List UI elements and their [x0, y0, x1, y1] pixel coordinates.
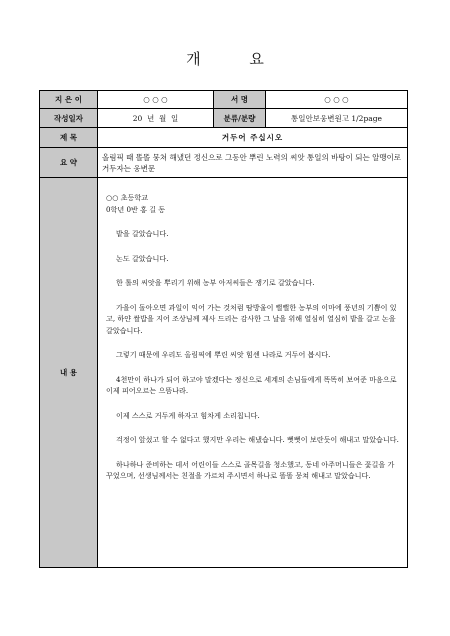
content-row	[40, 178, 408, 568]
paragraph: 논도 갈았습니다.	[116, 253, 169, 263]
speech-title: 거두어 주십시오	[98, 128, 408, 148]
date-value: 20 년 월 일	[98, 109, 214, 128]
content-label: 내 용	[40, 178, 98, 568]
paragraph: 이제 스스로 거두게 하자고 힘차게 소리칩니다.	[116, 410, 260, 420]
author-value: ○ ○ ○	[98, 91, 214, 109]
paragraph: 걱정이 앞섰고 할 수 없다고 했지만 우리는 해냈습니다. 뻣뻣이 보란듯이 해내고 말았습니다.	[116, 435, 399, 444]
summary-label: 요 약	[40, 148, 98, 178]
paragraph: 가을이 돌아오면 과일이 익어 가는 것처럼 땀방울이 뻘뻘한 농부의 이마에 풍년의 기쁨이 있고, 하얀 쌀밥을 지어 조상님께 제사 드리는 감사한 그 날을 위해 열심히 열심히 밭을 갈고 논을 갈았습니다.	[106, 302, 397, 335]
signature-label: 서 명	[214, 91, 266, 109]
document-title: 개 요	[186, 50, 286, 68]
paragraph: 밭을 갈았습니다.	[116, 229, 169, 238]
signature-value: ○ ○ ○	[266, 91, 408, 109]
category-value: 통일안보웅변원고 1/2page	[266, 109, 408, 128]
category-label: 분류/분량	[214, 109, 266, 128]
paragraph: 한 톨의 씨앗을 뿌리기 위해 농부 아저씨들은 쟁기로 갈았습니다.	[116, 278, 315, 287]
speech-form-table	[39, 90, 408, 568]
summary-row	[40, 148, 408, 178]
school-name: ○○ 초등학교	[106, 193, 149, 202]
author-label: 지 은 이	[40, 91, 98, 109]
content-body	[98, 178, 408, 568]
author-row	[40, 91, 408, 109]
paragraph: 그렇기 때문에 우리도 올림픽에 뿌린 씨앗 힘센 나라로 거두어 봅시다.	[116, 350, 331, 359]
date-label: 작성일자	[40, 109, 98, 128]
title-row	[40, 128, 408, 148]
summary-text: 올림픽 때 똘똘 뭉쳐 해냈던 정신으로 그동안 뿌린 노력의 씨앗 통일의 바탕이 되는 알맹이로 거두자는 웅변문	[98, 148, 408, 178]
student-name: 0학년 0반 홍 길 동	[106, 204, 166, 214]
paragraph: 4천만이 하나가 되어 하고야 말겠다는 정신으로 세계의 손님들에게 똑똑히 보여준 마음으로 이제 피어오르는 으뜸나라.	[106, 374, 397, 395]
paragraph: 하나하나 준비하는 데서 어린이들 스스로 골목길을 청소했고, 동네 아주머니들은 꽃길을 가꾸었으며, 선생님께서는 친절을 가르쳐 주시면서 하나로 똘똘 뭉쳐 해내고 말았습니다.	[106, 459, 395, 480]
date-row	[40, 109, 408, 128]
title-label: 제 목	[40, 128, 98, 148]
